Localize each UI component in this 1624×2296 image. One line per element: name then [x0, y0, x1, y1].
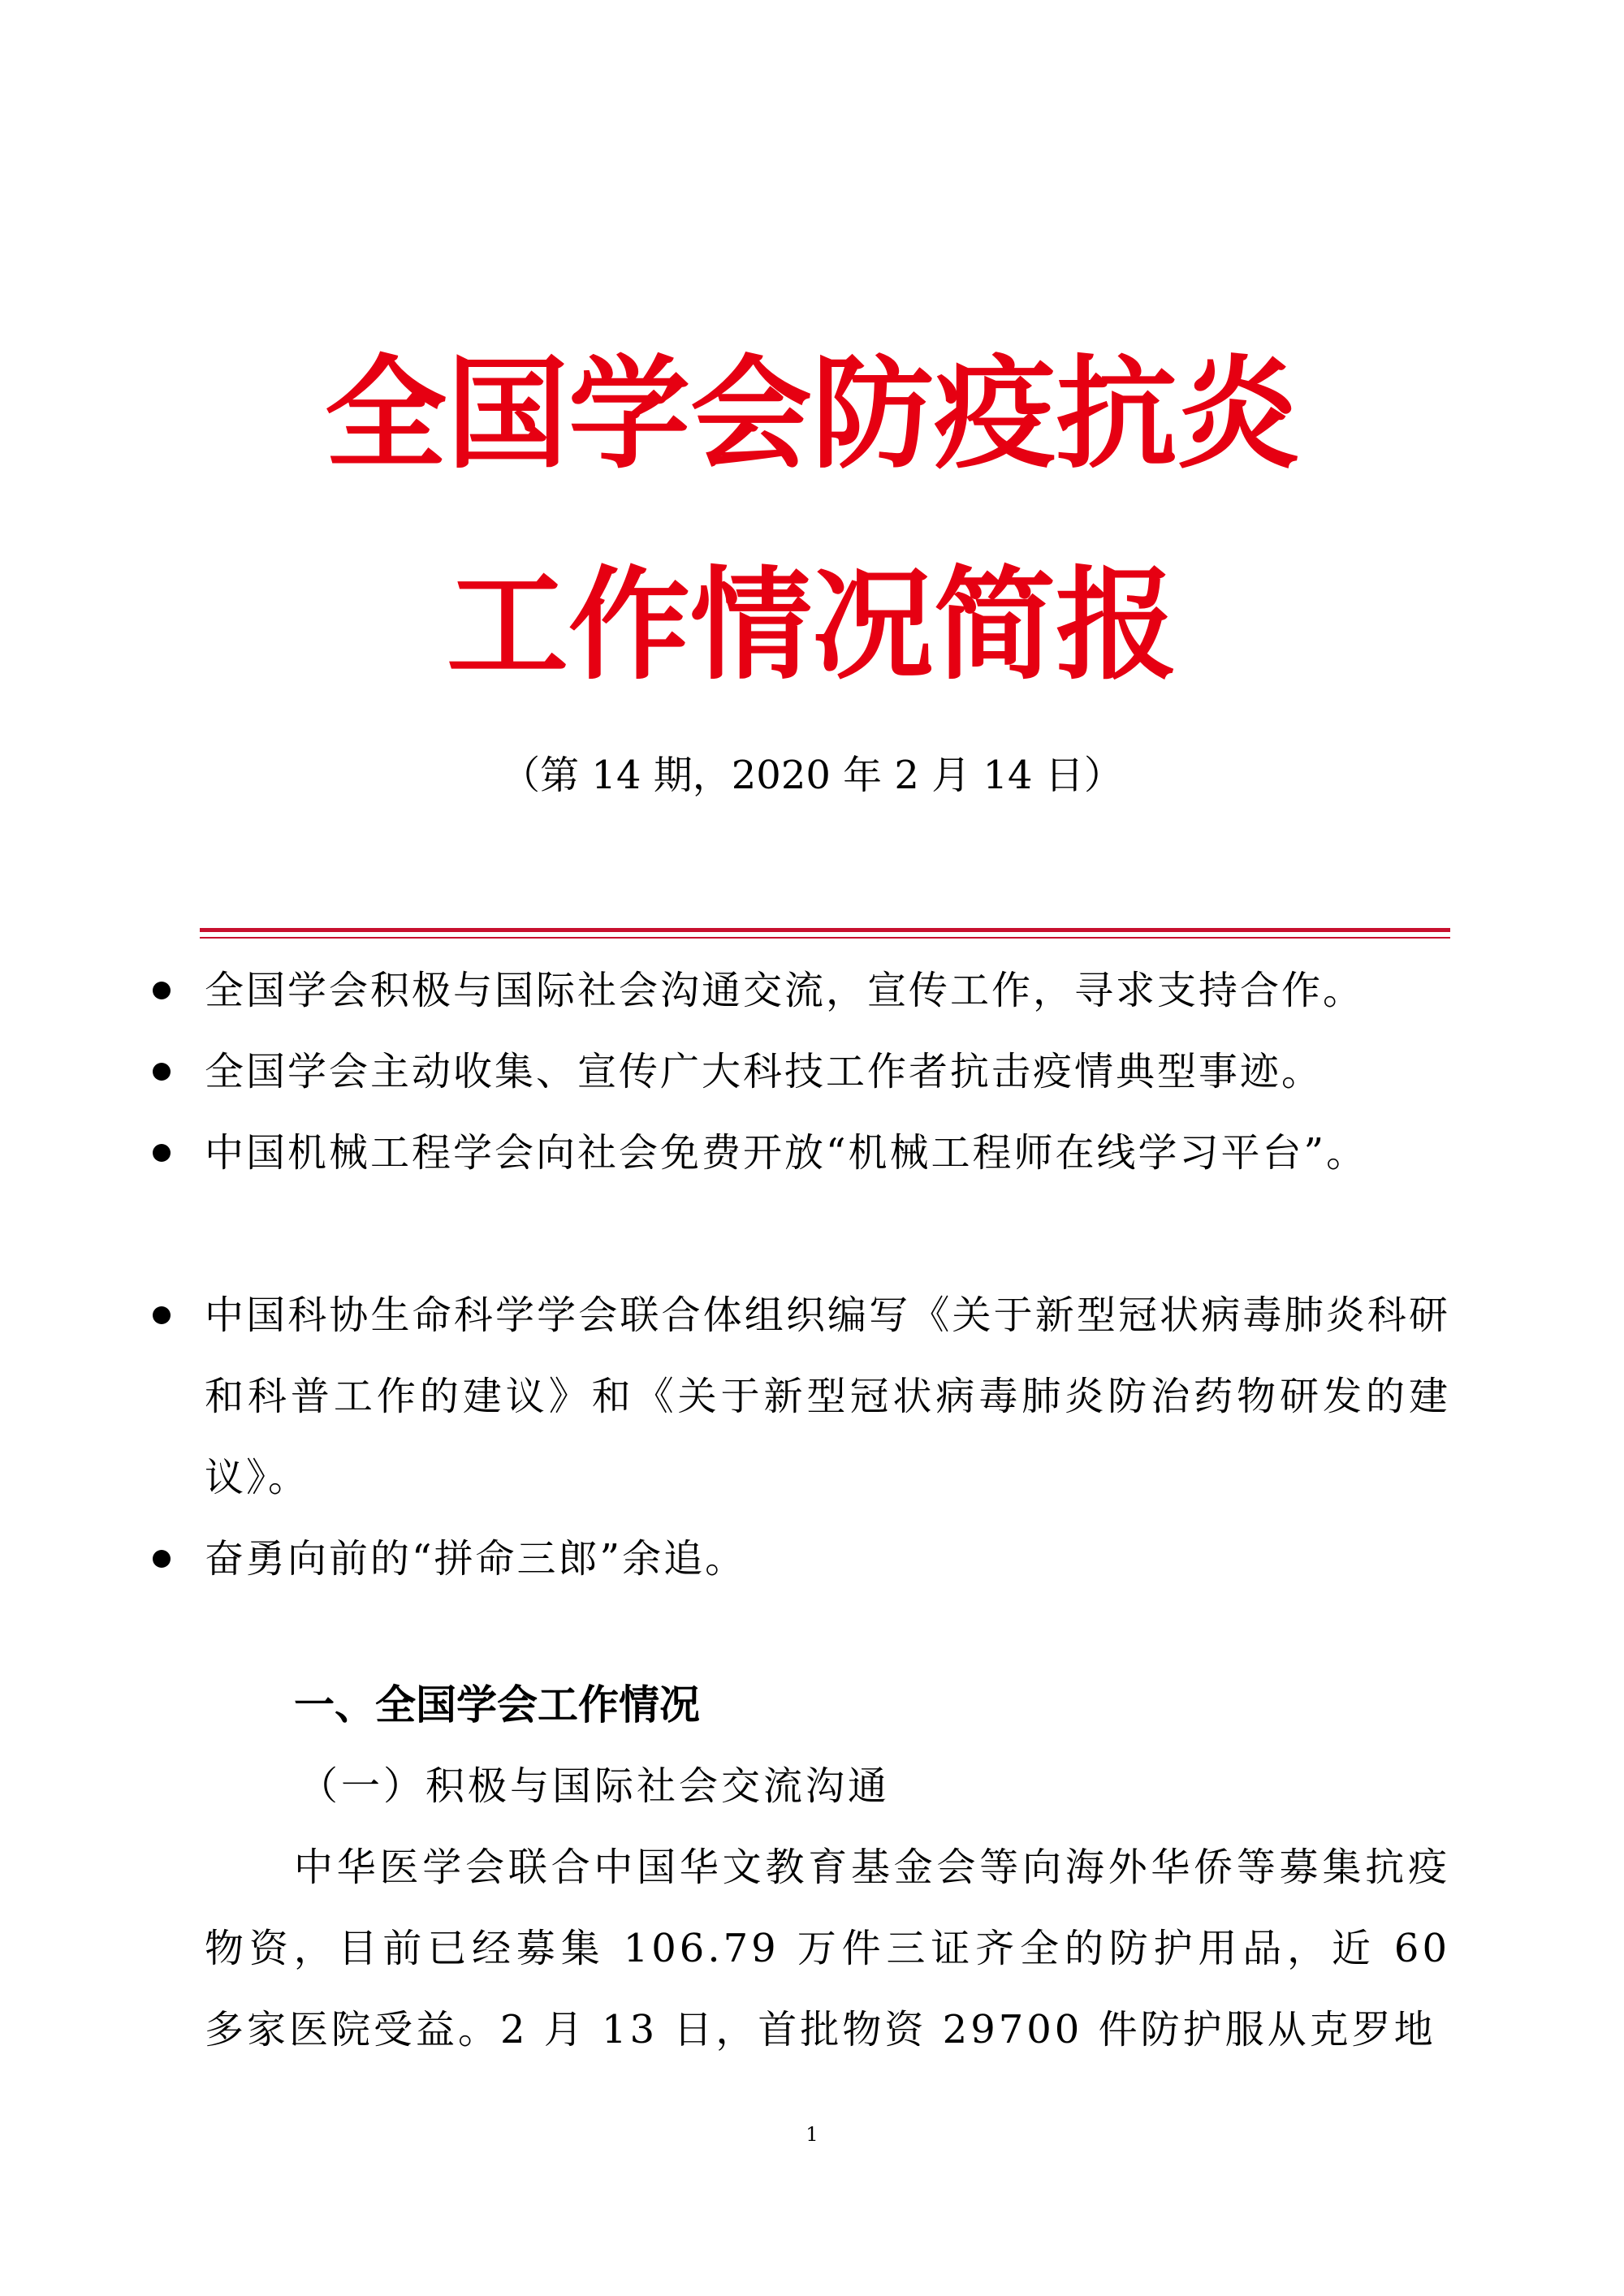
body-paragraph: 中华医学会联合中国华文教育基金会等向海外华侨等募集抗疫物资，目前已经募集 106.79 万件三证齐全的防护用品，近 60 多家医院受益。2 月 13 日，首批物资 29700 件防护服从克罗地 [205, 1845, 1450, 2052]
section-heading: 一、全国学会工作情况 [294, 1681, 700, 1728]
header-divider-thick [200, 928, 1450, 932]
report-title-line-1: 全国学会防疫抗炎 [324, 343, 1299, 486]
highlight-text: 中国机械工程学会向社会免费开放“机械工程师在线学习平台”。 [205, 1130, 1368, 1176]
issue-date-line: （第 14 期，2020 年 2 月 14 日） [501, 753, 1123, 798]
page-number: 1 [806, 2123, 818, 2146]
header-divider-thin [200, 937, 1450, 939]
bullet-dot [153, 1550, 171, 1568]
highlight-text: 全国学会主动收集、宣传广大科技工作者抗击疫情典型事迹。 [205, 1049, 1324, 1094]
highlight-text: 奋勇向前的“拼命三郎”余追。 [205, 1536, 747, 1582]
highlight-text: 中国科协生命科学学会联合体组织编写《关于新型冠状病毒肺炎科研和科普工作的建议》和《关于新型冠状病毒肺炎防治药物研发的建议》。 [205, 1293, 1450, 1500]
report-title-line-2: 工作情况简报 [446, 554, 1177, 697]
bullet-dot [153, 1144, 171, 1162]
bullet-dot [153, 1063, 171, 1081]
highlight-text: 全国学会积极与国际社会沟通交流，宣传工作，寻求支持合作。 [205, 968, 1365, 1013]
bullet-dot [153, 982, 171, 999]
bullet-dot [153, 1306, 171, 1324]
subsection-heading: （一）积极与国际社会交流沟通 [299, 1763, 891, 1809]
